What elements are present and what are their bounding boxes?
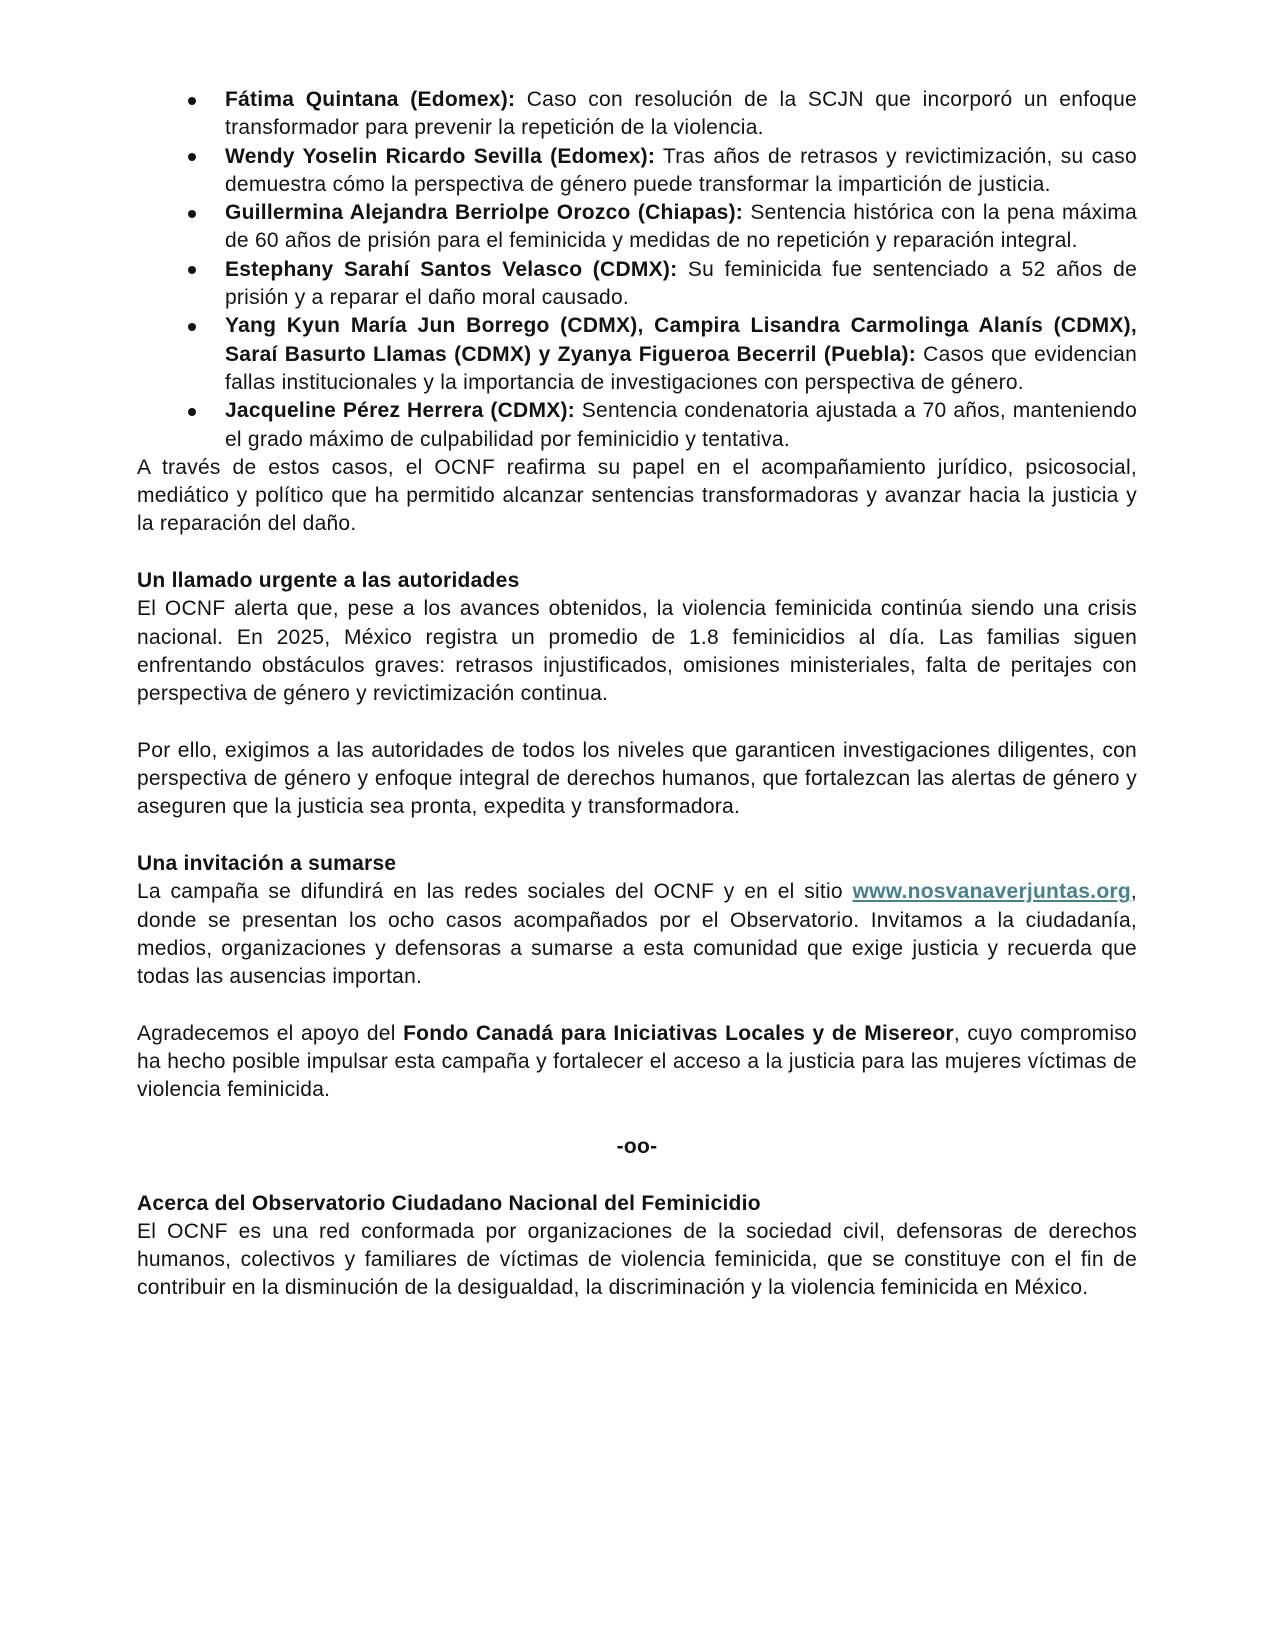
- paragraph-acerca-body: El OCNF es una red conformada por organizaciones de la sociedad civil, defensoras de derechos humanos, colectivos y familiares de víctimas de violencia feminicida, que se constituye con el fin de contribuir en la disminución de la desigualdad, la discriminación y la violencia feminicida en México.: [137, 1219, 1137, 1300]
- case-name: Estephany Sarahí Santos Velasco (CDMX):: [225, 257, 678, 281]
- case-description: Casos que evidencian fallas institucionales y la importancia de investigaciones con perspectiva de género.: [225, 342, 1137, 394]
- case-description: Tras años de retrasos y revictimización, su caso demuestra cómo la perspectiva de género puede transformar la impartición de justicia.: [225, 144, 1137, 196]
- bullet-icon: [188, 210, 196, 218]
- case-description: Sentencia condenatoria ajustada a 70 años, manteniendo el grado máximo de culpabilidad por feminicidio y tentativa.: [225, 399, 1137, 451]
- section-heading-invitacion: Una invitación a sumarse: [137, 852, 397, 876]
- list-item: [225, 312, 1137, 397]
- website-link[interactable]: www.nosvanaverjuntas.org: [852, 880, 1131, 904]
- list-item: [225, 143, 1137, 200]
- invitacion-text-after-link: , donde se presentan los ocho casos acompañados por el Observatorio. Invitamos a la ciudadanía, medios, organizaciones y defensoras a sumarse a esta comunidad que exige justicia y recuerda que todas las ausencias importan.: [137, 880, 1137, 989]
- funder-name: Fondo Canadá para Iniciativas Locales y de Misereor: [403, 1021, 954, 1045]
- paragraph-invitacion-body: [137, 878, 1137, 991]
- list-item: [225, 199, 1137, 256]
- section-invitacion: [137, 850, 1137, 991]
- case-name: Jacqueline Pérez Herrera (CDMX):: [225, 399, 575, 423]
- ack-text-before: Agradecemos el apoyo del: [137, 1021, 404, 1045]
- case-list: [137, 86, 1137, 454]
- ack-text-after: , cuyo compromiso ha hecho posible impulsar esta campaña y fortalecer el acceso a la justicia para las mujeres víctimas de violencia feminicida.: [137, 1021, 1137, 1102]
- case-name: Wendy Yoselin Ricardo Sevilla (Edomex):: [225, 144, 656, 168]
- paragraph-acknowledgement: [137, 1020, 1137, 1105]
- section-heading-llamado: Un llamado urgente a las autoridades: [137, 569, 520, 593]
- bullet-icon: [188, 97, 196, 105]
- case-description: Caso con resolución de la SCJN que incorporó un enfoque transformador para prevenir la repetición de la violencia.: [225, 88, 1137, 140]
- case-name: Yang Kyun María Jun Borrego (CDMX), Campira Lisandra Carmolinga Alanís (CDMX), Saraí Basurto Llamas (CDMX) y Zyanya Figueroa Becerril (Puebla):: [225, 314, 1137, 366]
- bullet-icon: [188, 408, 196, 416]
- paragraph-llamado-body: El OCNF alerta que, pese a los avances obtenidos, la violencia feminicida continúa siendo una crisis nacional. En 2025, México registra un promedio de 1.8 feminicidios al día. Las familias siguen enfrentando obstáculos graves: retrasos injustificados, omisiones ministeriales, falta de peritajes con perspectiva de género y revictimización continua.: [137, 597, 1137, 706]
- case-description: Su feminicida fue sentenciado a 52 años de prisión y a reparar el daño moral causado.: [225, 257, 1137, 310]
- invitacion-text-before-link: La campaña se difundirá en las redes sociales del OCNF y en el sitio: [137, 880, 853, 904]
- case-description: Sentencia histórica con la pena máxima de 60 años de prisión para el feminicida y medidas de no repetición y reparación integral.: [225, 201, 1137, 253]
- bullet-icon: [188, 153, 196, 161]
- bullet-icon: [188, 266, 196, 274]
- separator: -oo-: [616, 1134, 658, 1158]
- case-name: Guillermina Alejandra Berriolpe Orozco (Chiapas):: [225, 201, 744, 225]
- paragraph-recap: A través de estos casos, el OCNF reafirma su papel en el acompañamiento jurídico, psicosocial, mediático y político que ha permitido alcanzar sentencias transformadoras y avanzar hacia la justicia y la reparación del daño.: [137, 455, 1137, 536]
- paragraph-demand: Por ello, exigimos a las autoridades de todos los niveles que garanticen investigaciones diligentes, con perspectiva de género y enfoque integral de derechos humanos, que fortalezcan las alertas de género y aseguren que la justicia sea pronta, expedita y transformadora.: [137, 738, 1137, 819]
- section-llamado: [137, 567, 1137, 708]
- list-item: [225, 86, 1137, 143]
- section-acerca: [137, 1190, 1137, 1303]
- case-name: Fátima Quintana (Edomex):: [225, 88, 516, 111]
- list-item: [225, 397, 1137, 454]
- bullet-icon: [188, 323, 196, 331]
- list-item: [225, 256, 1137, 313]
- section-heading-acerca: Acerca del Observatorio Ciudadano Nacional del Feminicidio: [137, 1191, 761, 1215]
